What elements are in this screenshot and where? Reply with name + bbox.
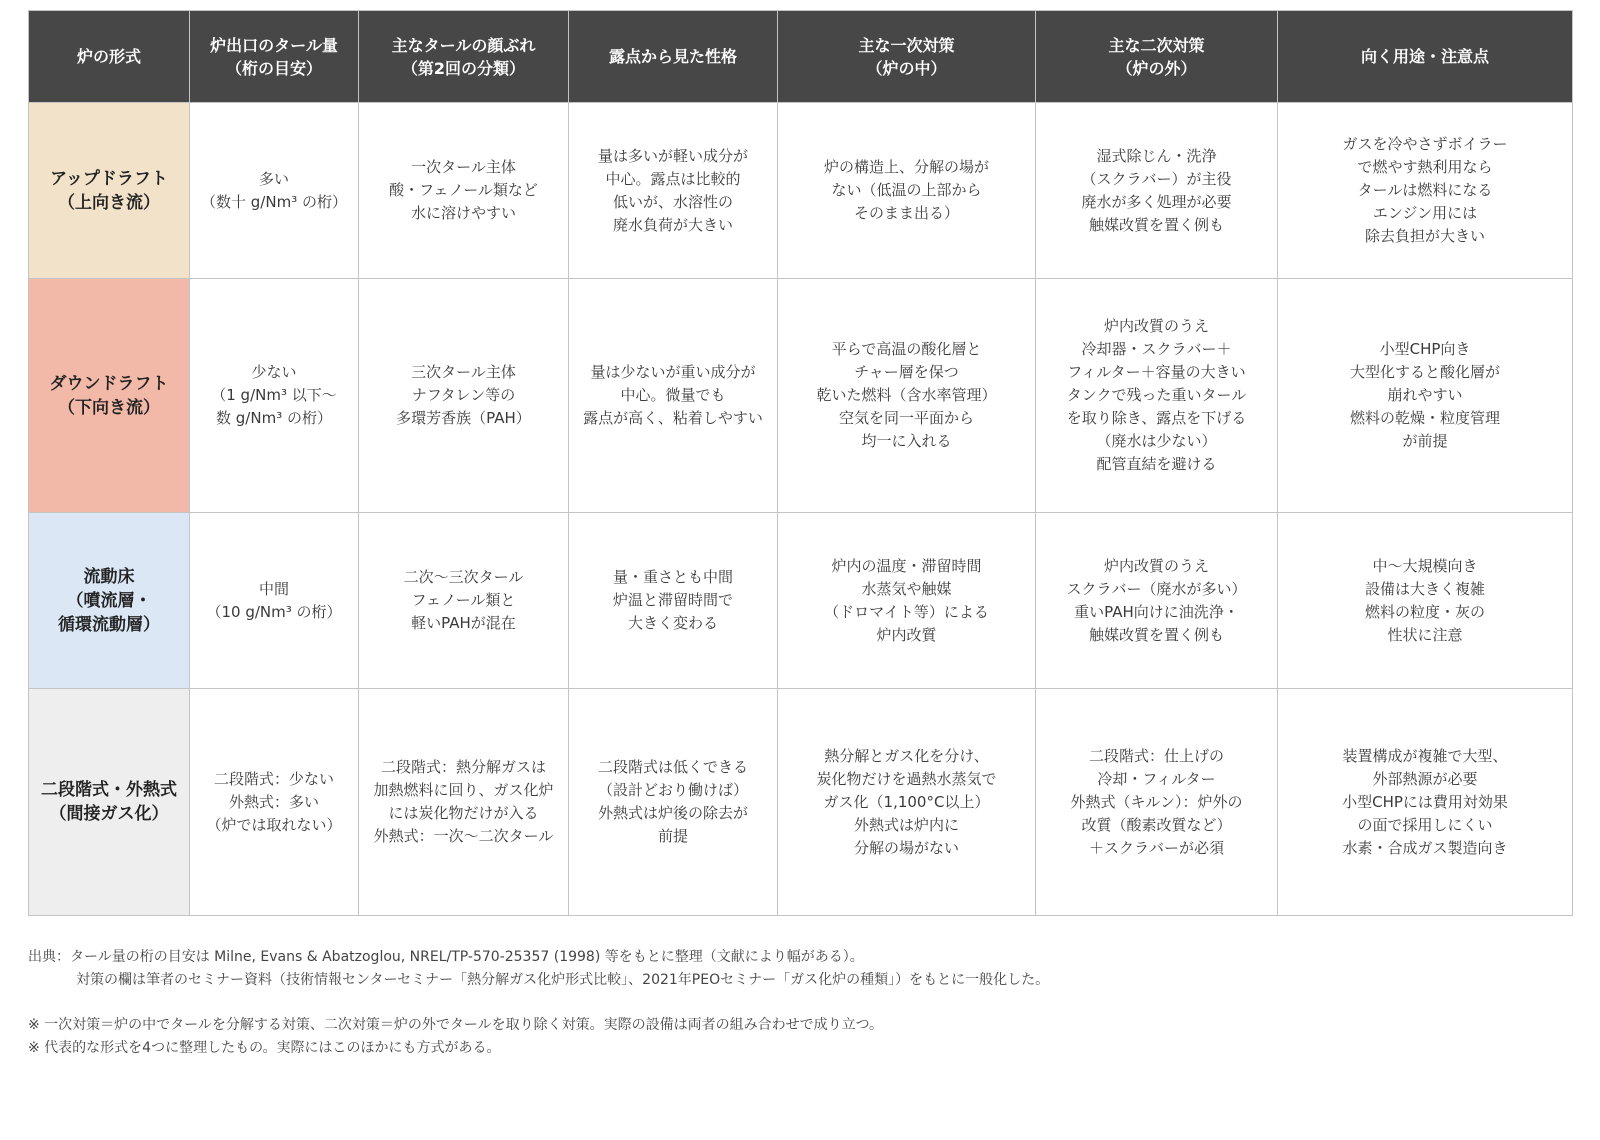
cell-text-line: 数 g/Nm³ の桁） bbox=[216, 409, 332, 427]
cell-text-line: 中心。露点は比較的 bbox=[605, 169, 741, 188]
cell-text-line: （ドロマイト等）による bbox=[824, 602, 989, 621]
table-cell bbox=[1278, 689, 1573, 916]
table-cell bbox=[569, 103, 778, 279]
cell-text-line: ない（低温の上部から bbox=[831, 181, 982, 199]
table-header-row bbox=[29, 11, 1573, 103]
cell-text-line: （廃水は少ない） bbox=[1096, 432, 1217, 450]
table-cell bbox=[1036, 513, 1278, 689]
cell-text-line: 外部熱源が必要 bbox=[1372, 769, 1478, 788]
cell-text-line: 外熱式：多い bbox=[228, 792, 319, 811]
column-header-text: （桁の目安） bbox=[225, 58, 322, 78]
cell-text-line: 二次〜三次タール bbox=[403, 568, 524, 586]
remark-representative: ※ 代表的な形式を4つに整理したもの。実際にはこのほかにも方式がある。 bbox=[28, 1040, 501, 1056]
table-cell bbox=[190, 513, 359, 689]
cell-text-line: 水素・合成ガス製造向き bbox=[1342, 838, 1508, 857]
cell-text-line: 均一に入れる bbox=[861, 432, 952, 450]
cell-text-line: 熱分解とガス化を分け、 bbox=[824, 746, 989, 765]
cell-text-line: （下向き流） bbox=[58, 397, 160, 418]
table-cell bbox=[778, 279, 1036, 513]
cell-text-line: フェノール類と bbox=[411, 591, 516, 609]
cell-text-line: ガス化（1,100°C以上） bbox=[823, 792, 990, 811]
table-cell bbox=[1036, 279, 1278, 513]
comparison-table-container bbox=[28, 10, 1572, 916]
cell-text-line: （炉では取れない） bbox=[206, 815, 342, 834]
cell-text-line: 外熱式は炉後の除去が bbox=[597, 804, 748, 822]
remark-measures: ※ 一次対策＝炉の中でタールを分解する対策、二次対策＝炉の外でタールを取り除く対策。実際の設備は両者の組み合わせで成り立つ。 bbox=[28, 1017, 884, 1033]
cell-text-line: チャー層を保つ bbox=[854, 363, 959, 381]
cell-text-line: には炭化物だけが入る bbox=[388, 804, 539, 822]
table-cell bbox=[569, 513, 778, 689]
cell-text-line: 外熱式は炉内に bbox=[853, 815, 959, 834]
footnotes bbox=[28, 946, 1049, 1060]
cell-text-line: 湿式除じん・洗浄 bbox=[1096, 146, 1217, 165]
table-cell bbox=[1278, 103, 1573, 279]
table-row bbox=[29, 279, 1573, 513]
cell-text-line: 量・重さとも中間 bbox=[612, 568, 733, 586]
column-header-text: 炉の形式 bbox=[76, 47, 141, 66]
cell-text-line: 外熱式：一次〜二次タール bbox=[373, 827, 554, 845]
cell-text-line: 低いが、水溶性の bbox=[612, 192, 733, 211]
cell-text-line: 崩れやすい bbox=[1387, 386, 1463, 404]
column-header-text: （第2回の分類） bbox=[401, 58, 526, 78]
cell-text-line: 二段階式：熱分解ガスは bbox=[380, 758, 546, 776]
cell-text-line: 二段階式は低くできる bbox=[597, 758, 748, 776]
cell-text-line: 重いPAH向けに油洗浄・ bbox=[1074, 602, 1239, 621]
table-cell bbox=[778, 513, 1036, 689]
cell-text-line: 大型化すると酸化層が bbox=[1349, 363, 1500, 381]
cell-text-line: 量は多いが軽い成分が bbox=[597, 146, 748, 165]
cell-text-line: 外熱式（キルン）：炉外の bbox=[1070, 792, 1243, 811]
column-header-text: （炉の中） bbox=[866, 58, 947, 78]
cell-text-line: 中間 bbox=[258, 579, 289, 598]
column-header-5 bbox=[778, 11, 1036, 103]
cell-text-line: 燃料の乾燥・粒度管理 bbox=[1349, 409, 1500, 427]
cell-text-line: 前提 bbox=[657, 827, 688, 845]
table-cell bbox=[190, 279, 359, 513]
column-header-text: 炉出口のタール量 bbox=[210, 35, 338, 55]
cell-text-line: 循環流動層） bbox=[58, 614, 160, 635]
cell-text-line: 冷却・フィルター bbox=[1097, 769, 1216, 788]
cell-text-line: の面で採用しにくい bbox=[1357, 815, 1493, 834]
gasifier-tar-comparison-table bbox=[28, 10, 1573, 916]
cell-text-line: 炉内の温度・滞留時間 bbox=[831, 556, 982, 575]
cell-text-line: 炉の構造上、分解の場が bbox=[823, 158, 989, 176]
cell-text-line: （間接ガス化） bbox=[49, 804, 169, 824]
cell-text-line: 加熱燃料に回り、ガス化炉 bbox=[373, 781, 554, 799]
table-cell bbox=[359, 103, 569, 279]
column-header-6 bbox=[1036, 11, 1278, 103]
cell-text-line: タールは燃料になる bbox=[1357, 181, 1493, 199]
cell-text-line: 酸・フェノール類など bbox=[389, 181, 538, 199]
column-header-text: 主なタールの顔ぶれ bbox=[391, 35, 536, 55]
cell-text-line: 分解の場がない bbox=[853, 838, 959, 857]
cell-text-line: 大きく変わる bbox=[627, 614, 718, 632]
cell-text-line: ナフタレン等の bbox=[411, 386, 516, 404]
source-note-line-1: 出典：タール量の桁の目安は Milne, Evans & Abatzoglou, NREL/TP-570-25357 (1998) 等をもとに整理（文献により幅がある）。 bbox=[28, 949, 864, 965]
cell-text-line: タンクで残った重いタール bbox=[1066, 386, 1247, 404]
table-cell bbox=[569, 689, 778, 916]
cell-text-line: （スクラバー）が主役 bbox=[1081, 169, 1232, 188]
cell-text-line: で燃やす熱利用なら bbox=[1357, 158, 1493, 176]
cell-text-line: 三次タール主体 bbox=[411, 363, 516, 381]
source-note-line-2: 対策の欄は筆者のセミナー資料（技術情報センターセミナー「熱分解ガス化炉形式比較」、2021年PEOセミナー「ガス化炉の種類」）をもとに一般化した。 bbox=[76, 972, 1050, 988]
table-row bbox=[29, 103, 1573, 279]
cell-text-line: 配管直結を避ける bbox=[1096, 455, 1217, 473]
cell-text-line: を取り除き、露点を下げる bbox=[1066, 409, 1247, 427]
cell-text-line: フィルター＋容量の大きい bbox=[1067, 363, 1246, 381]
cell-text-line: 設備は大きく複雑 bbox=[1364, 579, 1485, 598]
cell-text-line: 炉温と滞留時間で bbox=[612, 591, 733, 609]
cell-text-line: 小型CHPには費用対効果 bbox=[1342, 792, 1508, 811]
column-header-text: 向く用途・注意点 bbox=[1360, 47, 1489, 66]
cell-text-line: 炭化物だけを過熱水蒸気で bbox=[816, 769, 997, 788]
column-header-text: （炉の外） bbox=[1116, 58, 1197, 78]
table-row bbox=[29, 513, 1573, 689]
cell-text-line: 炉内改質 bbox=[876, 625, 937, 644]
cell-text-line: エンジン用には bbox=[1372, 204, 1478, 222]
table-cell bbox=[359, 279, 569, 513]
cell-text-line: そのまま出る） bbox=[853, 204, 959, 222]
gasifier-type-cell bbox=[29, 103, 190, 279]
column-header-text: 主な一次対策 bbox=[858, 35, 955, 55]
cell-text-line: 廃水が多く処理が必要 bbox=[1081, 192, 1232, 211]
table-cell bbox=[778, 103, 1036, 279]
column-header-3 bbox=[359, 11, 569, 103]
cell-text-line: 軽いPAHが混在 bbox=[411, 614, 516, 632]
cell-text-line: 廃水負荷が大きい bbox=[612, 215, 733, 234]
cell-text-line: 装置構成が複雑で大型、 bbox=[1342, 746, 1508, 765]
cell-text-line: （噴流層・ bbox=[66, 590, 152, 611]
cell-text-line: 露点が高く、粘着しやすい bbox=[583, 409, 763, 427]
cell-text-line: 一次タール主体 bbox=[411, 158, 516, 176]
cell-text-line: ＋スクラバーが必須 bbox=[1088, 838, 1224, 857]
table-cell bbox=[190, 689, 359, 916]
cell-text-line: 中〜大規模向き bbox=[1372, 556, 1478, 575]
cell-text-line: （10 g/Nm³ の桁） bbox=[206, 602, 342, 621]
table-cell bbox=[778, 689, 1036, 916]
cell-text-line: ガスを冷やさずボイラー bbox=[1342, 135, 1508, 153]
column-header-7 bbox=[1278, 11, 1573, 103]
table-cell bbox=[359, 513, 569, 689]
cell-text-line: スクラバー（廃水が多い） bbox=[1066, 579, 1247, 598]
cell-text-line: 空気を同一平面から bbox=[838, 409, 974, 427]
cell-text-line: 中心。微量でも bbox=[620, 386, 726, 404]
column-header-4 bbox=[569, 11, 778, 103]
table-cell bbox=[1278, 513, 1573, 689]
cell-text-line: 二段階式：仕上げの bbox=[1088, 746, 1224, 765]
cell-text-line: 乾いた燃料（含水率管理） bbox=[816, 386, 997, 404]
table-cell bbox=[569, 279, 778, 513]
table-row bbox=[29, 689, 1573, 916]
gasifier-type-cell bbox=[29, 513, 190, 689]
gasifier-type-cell bbox=[29, 689, 190, 916]
cell-text-line: （数十 g/Nm³ の桁） bbox=[201, 192, 347, 211]
table-body bbox=[29, 103, 1573, 916]
cell-text-line: 冷却器・スクラバー＋ bbox=[1081, 340, 1232, 358]
table-cell bbox=[1278, 279, 1573, 513]
cell-text-line: 二段階式：少ない bbox=[213, 769, 334, 788]
cell-text-line: 改質（酸素改質など） bbox=[1081, 815, 1232, 834]
cell-text-line: が前提 bbox=[1402, 432, 1448, 450]
column-header-1 bbox=[29, 11, 190, 103]
cell-text-line: 炉内改質のうえ bbox=[1103, 556, 1209, 575]
cell-text-line: 水に溶けやすい bbox=[410, 204, 516, 222]
cell-text-line: 多い bbox=[258, 169, 289, 188]
cell-text-line: 水蒸気や触媒 bbox=[861, 579, 952, 598]
cell-text-line: （1 g/Nm³ 以下〜 bbox=[211, 386, 337, 404]
cell-text-line: 流動床 bbox=[83, 566, 135, 587]
cell-text-line: 炉内改質のうえ bbox=[1103, 317, 1209, 335]
cell-text-line: 燃料の粒度・灰の bbox=[1364, 602, 1485, 621]
cell-text-line: 少ない bbox=[251, 363, 297, 381]
notes-spacer bbox=[28, 992, 1049, 1014]
cell-text-line: アップドラフト bbox=[50, 168, 168, 189]
column-header-2 bbox=[190, 11, 359, 103]
cell-text-line: 触媒改質を置く例も bbox=[1088, 625, 1224, 644]
cell-text-line: 平らで高温の酸化層と bbox=[831, 340, 982, 358]
cell-text-line: 量は少ないが重い成分が bbox=[590, 363, 756, 381]
cell-text-line: 小型CHP向き bbox=[1379, 340, 1471, 358]
cell-text-line: （上向き流） bbox=[58, 192, 160, 213]
cell-text-line: 二段階式・外熱式 bbox=[41, 780, 177, 800]
column-header-text: 主な二次対策 bbox=[1108, 35, 1205, 55]
cell-text-line: （設計どおり働けば） bbox=[597, 781, 748, 799]
cell-text-line: 触媒改質を置く例も bbox=[1088, 215, 1224, 234]
table-cell bbox=[359, 689, 569, 916]
table-cell bbox=[1036, 103, 1278, 279]
cell-text-line: ダウンドラフト bbox=[49, 373, 169, 394]
table-cell bbox=[1036, 689, 1278, 916]
gasifier-type-cell bbox=[29, 279, 190, 513]
cell-text-line: 性状に注意 bbox=[1387, 625, 1463, 644]
cell-text-line: 除去負担が大きい bbox=[1364, 227, 1485, 245]
column-header-text: 露点から見た性格 bbox=[608, 47, 737, 66]
cell-text-line: 多環芳香族（PAH） bbox=[396, 409, 531, 427]
table-cell bbox=[190, 103, 359, 279]
